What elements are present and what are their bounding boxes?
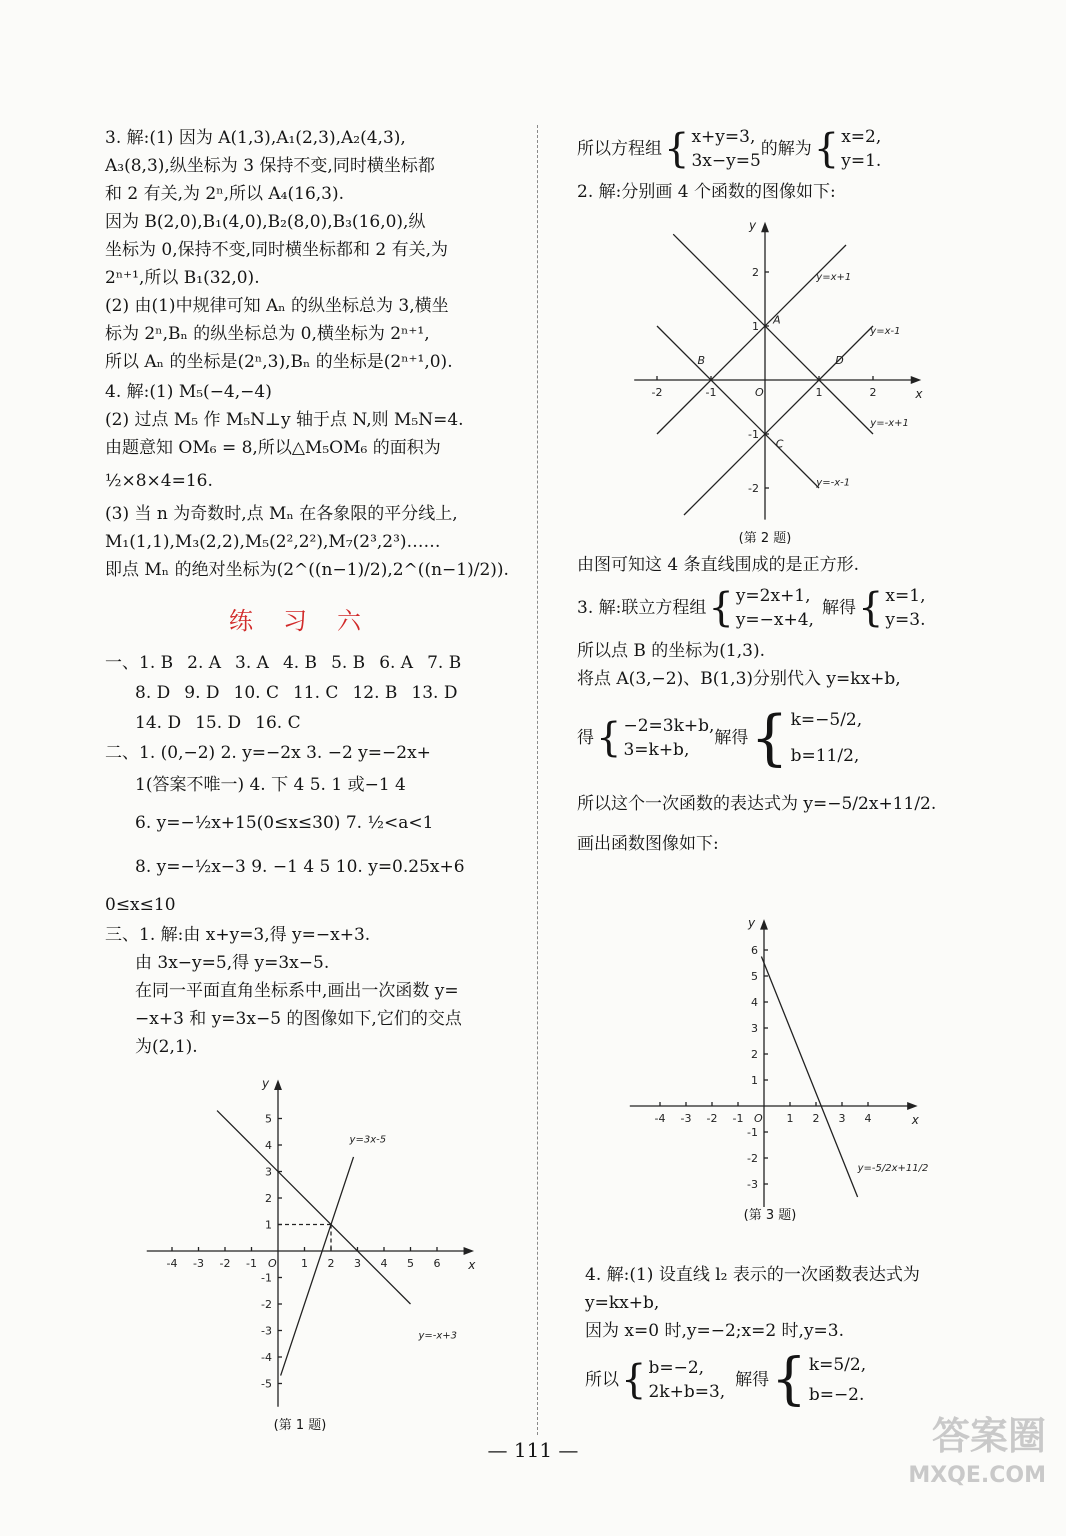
x-tick-label: -3 (680, 1112, 692, 1125)
text: 得 (577, 728, 594, 748)
y-tick-label: -1 (748, 428, 759, 441)
text-line: 将点 A(3,−2)、B(1,3)分别代入 y=kx+b, (577, 669, 901, 689)
text-line: 坐标为 0,保持不变,同时横坐标都和 2 有关,为 (105, 240, 449, 260)
text-line: 因为 B(2,0),B₁(4,0),B₂(8,0),B₃(16,0),纵 (105, 212, 426, 232)
y-tick-label: 6 (751, 944, 758, 957)
x-arrow (908, 1103, 916, 1109)
series-line (657, 326, 819, 488)
y-tick-label: -1 (261, 1271, 272, 1285)
line-label: y=x+1 (816, 272, 852, 284)
equation: k=5/2, (808, 1355, 867, 1375)
text: 的解为 (760, 139, 812, 159)
equation: y=1. (841, 151, 882, 171)
x-arrow (464, 1248, 472, 1254)
text-line: 为(2,1). (135, 1037, 198, 1057)
text-line: 4. 解:(1) 设直线 l₂ 表示的一次函数表达式为 (585, 1265, 920, 1285)
text-line: 8. y=−½x−3 9. −1 4 5 10. y=0.25x+6 (135, 857, 465, 877)
text-line: M₁(1,1),M₃(2,2),M₅(2²,2²),M₇(2³,2³)…… (105, 532, 441, 552)
brace-glyph: { (857, 585, 884, 631)
brace-glyph: { (813, 126, 840, 172)
equation: b=−2, (648, 1358, 705, 1378)
answer-item: 4. B (282, 653, 318, 673)
brace-glyph: { (708, 585, 734, 631)
text: 解得 (821, 598, 856, 618)
equation: x=2, (841, 127, 882, 147)
text-line: 标为 2ⁿ,Bₙ 的纵坐标总为 0,横坐标为 2ⁿ⁺¹, (105, 324, 430, 344)
figure-3-graph (630, 912, 940, 1202)
equation: b=−2. (808, 1385, 865, 1405)
equation: x=1, (885, 586, 926, 606)
y-tick-label: -4 (261, 1351, 272, 1364)
point-label: C (775, 437, 784, 451)
y-tick-label: -3 (261, 1324, 272, 1338)
y-tick-label: 1 (751, 1074, 758, 1087)
text-line: 4. 解:(1) M₅(−4,−4) (105, 382, 272, 402)
multiple-choice-answers (105, 648, 515, 738)
x-tick-label: 1 (301, 1257, 308, 1270)
text-line: 二、1. (0,−2) 2. y=−2x 3. −2 y=−2x+ (105, 743, 431, 763)
answer-item: 16. C (255, 713, 301, 733)
y-tick-label: 2 (752, 266, 759, 279)
text: 所以 (585, 1370, 619, 1390)
series-line (281, 1157, 354, 1376)
page-number: — 111 — (487, 1438, 579, 1462)
x-tick-label: -1 (732, 1112, 744, 1125)
text-line: 2ⁿ⁺¹,所以 B₁(32,0). (105, 268, 260, 288)
text-line: 所以 Aₙ 的坐标是(2ⁿ,3),Bₙ 的坐标是(2ⁿ⁺¹,0). (105, 352, 453, 372)
equation: 3=k+b, (623, 740, 690, 760)
answer-q4 (105, 379, 515, 583)
text-line: 所以这个一次函数的表达式为 y=−5/2x+11/2. (577, 794, 937, 814)
y-tick-label: 5 (265, 1112, 272, 1126)
series-line (673, 234, 873, 434)
answer-item: 12. B (352, 683, 398, 703)
y-axis-label: y (748, 916, 756, 930)
text-line: 即点 Mₙ 的绝对坐标为(2^((n−1)/2),2^((n−1)/2)). (105, 560, 509, 580)
text-line: 6. y=−½x+15(0≤x≤30) 7. ½<a<1 (135, 813, 434, 833)
line-label: y=x-1 (870, 326, 901, 338)
y-arrow (761, 921, 767, 929)
text-line: (2) 过点 M₅ 作 M₅N⊥y 轴于点 N,则 M₅N=4. (105, 410, 464, 430)
x-tick-label: -1 (705, 386, 717, 399)
y-tick-label: 4 (751, 996, 758, 1009)
text-line: 在同一平面直角坐标系中,画出一次函数 y= (135, 981, 459, 1001)
watermark-url: MXQE.COM (908, 1463, 1046, 1488)
text-line: 画出函数图像如下: (577, 834, 719, 854)
text-line: −x+3 和 y=3x−5 的图像如下,它们的交点 (135, 1009, 462, 1029)
y-tick-label: -2 (747, 1152, 758, 1165)
text: 解得 (735, 1370, 770, 1390)
x-tick-label: 2 (327, 1257, 335, 1270)
equation: b=11/2, (790, 746, 860, 766)
text: 3. 解:联立方程组 (577, 598, 707, 618)
text-line: 2. 解:分别画 4 个函数的图像如下: (577, 182, 836, 202)
q4-system (585, 1347, 1005, 1412)
line-label: y=-x+1 (870, 417, 909, 429)
point-label: D (835, 353, 844, 367)
x-tick-label: -2 (219, 1257, 231, 1270)
y-tick-label: 4 (265, 1139, 272, 1152)
y-tick-label: -2 (748, 482, 759, 495)
x-arrow (911, 377, 919, 383)
text-line: (2) 由(1)中规律可知 Aₙ 的纵坐标总为 3,横坐 (105, 296, 449, 316)
answer-q4-right (585, 1262, 1005, 1416)
text: 解得 (714, 728, 749, 748)
brace-glyph: { (750, 703, 789, 773)
brace-glyph: { (771, 1347, 807, 1412)
y-arrow (275, 1081, 281, 1089)
brace-glyph: { (621, 1357, 647, 1403)
y-tick-label: -1 (747, 1126, 758, 1139)
text-line: 和 2 有关,为 2ⁿ,所以 A₄(16,3). (105, 184, 345, 204)
x-axis-label: x (915, 387, 923, 401)
text-line: A₃(8,3),纵坐标为 3 保持不变,同时横坐标都 (105, 156, 435, 176)
answer-row (105, 708, 515, 738)
text-line: 因为 x=0 时,y=−2;x=2 时,y=3. (585, 1321, 845, 1341)
origin-label: O (268, 1257, 277, 1270)
y-arrow (762, 224, 768, 232)
y-tick-label: 1 (752, 320, 759, 333)
q3-kb-system (577, 702, 997, 774)
text: 所以方程组 (577, 139, 662, 159)
x-tick-label: 4 (864, 1112, 872, 1125)
fill-in-answers (105, 738, 515, 920)
x-tick-label: 5 (407, 1257, 414, 1270)
x-tick-label: 6 (433, 1257, 441, 1270)
y-tick-label: -3 (747, 1178, 758, 1191)
section-title: 练习六 (229, 607, 391, 635)
text-line: (3) 当 n 为奇数时,点 Mₙ 在各象限的平分线上, (105, 504, 458, 524)
answer-item: 7. B (427, 653, 462, 673)
answer-item: 8. D (135, 683, 171, 703)
answer-item: 一、1. B (105, 653, 174, 673)
answer-item: 5. B (331, 653, 366, 673)
column-divider (537, 125, 538, 1435)
x-tick-label: -3 (193, 1257, 204, 1270)
q3-system (577, 584, 997, 632)
x-tick-label: -4 (654, 1112, 666, 1125)
answer-row (105, 678, 515, 708)
right-middle-block (577, 552, 997, 864)
x-tick-label: 2 (812, 1112, 820, 1125)
x-tick-label: -4 (166, 1257, 178, 1270)
x-tick-label: -2 (706, 1112, 718, 1125)
figure-3-caption: (第 3 题) (743, 1208, 797, 1223)
text-line: 由题意知 OM₆ = 8,所以△M₅OM₆ 的面积为 (105, 438, 441, 458)
line-label: y=-5/2x+11/2 (857, 1163, 929, 1174)
text-line: 三、1. 解:由 x+y=3,得 y=−x+3. (105, 925, 371, 945)
x-tick-label: 3 (838, 1112, 846, 1125)
answer-row (105, 648, 515, 678)
answer-q3 (105, 125, 515, 375)
x-axis-label: x (468, 1258, 476, 1272)
brace-glyph: { (664, 126, 690, 172)
text-line: 1(答案不唯一) 4. 下 4 5. 1 或−1 4 (135, 775, 406, 795)
y-tick-label: 5 (751, 970, 758, 983)
x-tick-label: 1 (815, 386, 823, 399)
equation: −2=3k+b, (623, 716, 715, 736)
point-label: B (697, 353, 706, 367)
x-axis-label: x (911, 1113, 919, 1127)
equation: y=3. (885, 610, 926, 630)
series-line (761, 957, 857, 1198)
brace-glyph: { (596, 715, 622, 761)
answer-item: 2. A (187, 653, 222, 673)
y-tick-label: 2 (265, 1192, 272, 1205)
x-tick-label: 3 (354, 1257, 361, 1270)
left-column (105, 125, 515, 1062)
text-line: 3. 解:(1) 因为 A(1,3),A₁(2,3),A₂(4,3), (105, 128, 406, 148)
system-solution-1 (577, 125, 997, 173)
text-line: 所以点 B 的坐标为(1,3). (577, 641, 766, 661)
x-tick-label: -1 (246, 1257, 257, 1270)
answer-item: 9. D (184, 683, 220, 703)
figure-2-graph (628, 218, 928, 518)
text-line: 0≤x≤10 (105, 895, 176, 915)
y-tick-label: 3 (751, 1022, 758, 1035)
x-tick-label: -2 (651, 386, 663, 399)
y-axis-label: y (262, 1076, 270, 1091)
x-tick-label: 4 (380, 1257, 388, 1270)
line-label: y=-x-1 (816, 477, 851, 489)
text-line: 由 3x−y=5,得 y=3x−5. (135, 953, 330, 973)
figure-1-caption: (第 1 题) (273, 1418, 327, 1433)
y-tick-label: 2 (751, 1048, 758, 1061)
equation: 3x−y=5 (691, 151, 761, 171)
right-column (577, 125, 997, 207)
equation: y=−x+4, (735, 610, 814, 630)
line-label: y=-x+3 (418, 1330, 458, 1342)
line-label: y=3x-5 (349, 1134, 387, 1146)
equation: x+y=3, (691, 127, 756, 147)
answer-item: 11. C (292, 683, 339, 703)
y-tick-label: -2 (261, 1298, 272, 1311)
figure-2-caption: (第 2 题) (738, 531, 792, 546)
answer-item: 14. D (135, 713, 182, 733)
watermark-text: 答案圈 (931, 1414, 1046, 1458)
y-tick-label: 1 (265, 1218, 272, 1232)
origin-label: O (755, 386, 764, 399)
point-label: A (773, 313, 781, 327)
answer-item: 13. D (411, 683, 458, 703)
equation: k=−5/2, (790, 710, 863, 730)
x-tick-label: 1 (786, 1112, 794, 1125)
equation: 2k+b=3, (648, 1382, 726, 1402)
answer-item: 15. D (195, 713, 242, 733)
text-line: ½×8×4=16. (105, 471, 213, 491)
answer-item: 10. C (233, 683, 279, 703)
equation: y=2x+1, (735, 586, 811, 606)
y-tick-label: -5 (261, 1377, 272, 1391)
watermark-logo (908, 1416, 1046, 1496)
y-tick-label: 3 (265, 1165, 272, 1179)
text-line: y=kx+b, (585, 1293, 660, 1313)
answer-item: 3. A (235, 653, 269, 673)
text-line: 由图可知这 4 条直线围成的是正方形. (577, 555, 860, 575)
answer-section3-q1 (105, 922, 515, 1060)
figure-1-graph (140, 1076, 476, 1412)
origin-label: O (754, 1112, 763, 1125)
x-tick-label: 2 (869, 386, 877, 399)
answer-item: 6. A (379, 653, 414, 673)
y-axis-label: y (749, 218, 757, 233)
